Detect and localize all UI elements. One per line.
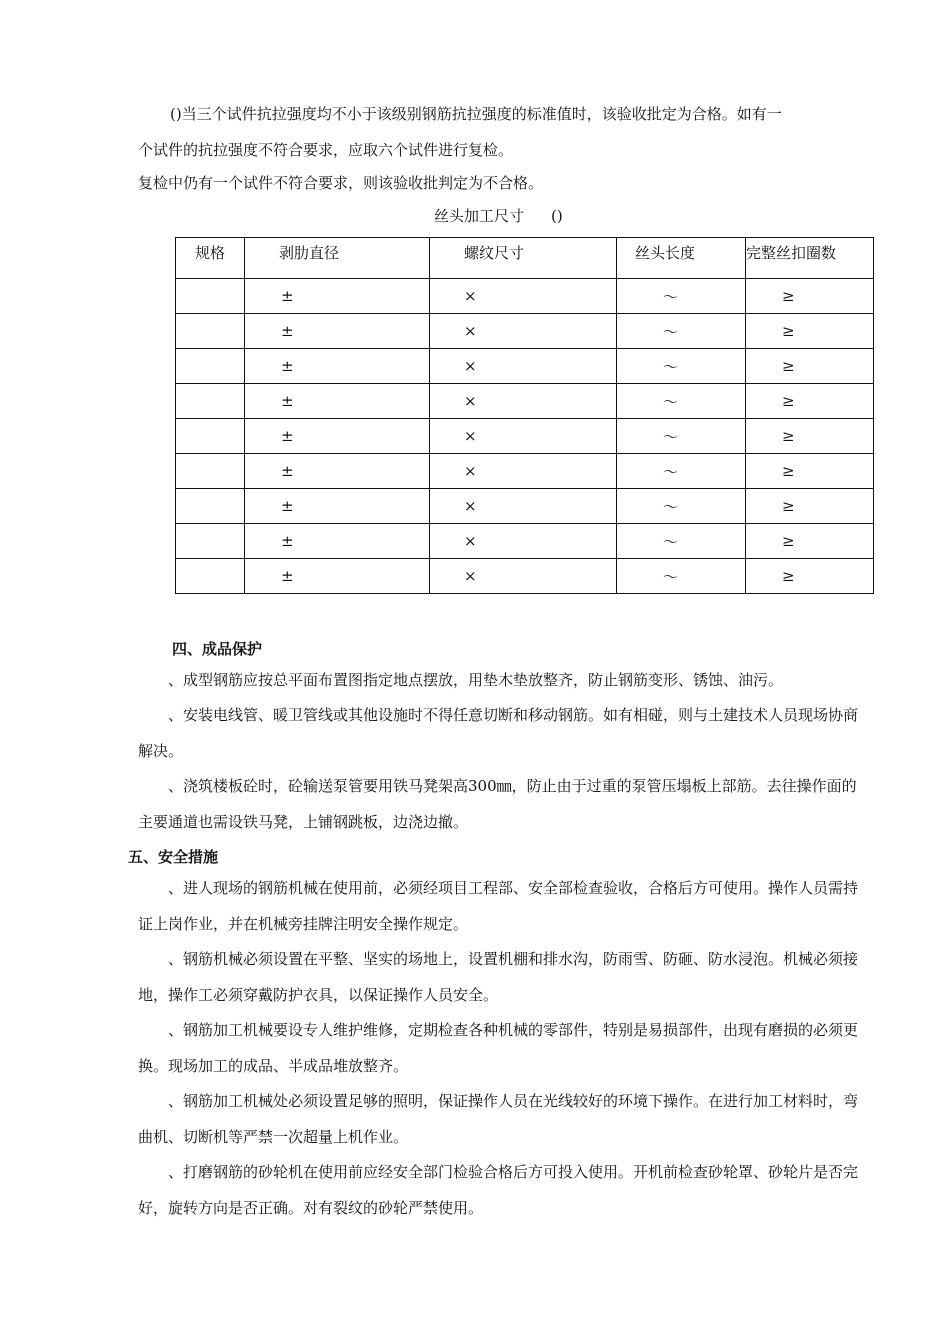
- cell-thread-length: ～: [617, 279, 746, 314]
- header-thread-length: 丝头长度: [617, 238, 746, 279]
- table-row: [176, 559, 874, 594]
- cell-thread-size: ×: [430, 314, 617, 349]
- cell-thread-size: ×: [430, 279, 617, 314]
- cell-stripped-diameter: ±: [245, 559, 430, 594]
- cell-full-thread-turns: ≥: [746, 454, 874, 489]
- cell-thread-length: ～: [617, 419, 746, 454]
- cell-full-thread-turns: ≥: [746, 384, 874, 419]
- cell-spec: [176, 314, 245, 349]
- cell-spec: [176, 524, 245, 559]
- intro-paragraph-2: 复检中仍有一个试件不符合要求，则该验收批判定为不合格。: [138, 174, 544, 192]
- cell-full-thread-turns: ≥: [746, 349, 874, 384]
- cell-spec: [176, 489, 245, 524]
- section-5-item-1: 、进人现场的钢筋机械在使用前，必须经项目工程部、安全部检查验收，合格后方可使用。操作人员需持证上岗作业，并在机械旁挂牌注明安全操作规定。: [138, 879, 859, 933]
- table-row: [176, 314, 874, 349]
- cell-thread-length: ～: [617, 489, 746, 524]
- section-4-title: 四、成品保护: [172, 640, 263, 658]
- cell-stripped-diameter: ±: [245, 349, 430, 384]
- table-caption-title: 丝头加工尺寸: [434, 207, 525, 225]
- table-row: [176, 489, 874, 524]
- header-full-thread-turns: 完整丝扣圈数: [746, 238, 874, 279]
- cell-thread-size: ×: [430, 454, 617, 489]
- cell-full-thread-turns: ≥: [746, 419, 874, 454]
- table-caption-suffix: (): [551, 207, 563, 225]
- table-row: [176, 384, 874, 419]
- section-4-item-3: 、浇筑楼板砼时，砼输送泵管要用铁马凳架高300㎜，防止由于过重的泵管压塌板上部筋。去往操作面的主要通道也需设铁马凳，上铺钢跳板，边浇边撤。: [138, 777, 857, 831]
- section-5-title: 五、安全措施: [128, 848, 219, 866]
- cell-thread-size: ×: [430, 419, 617, 454]
- cell-thread-length: ～: [617, 524, 746, 559]
- header-spec: 规格: [176, 238, 245, 279]
- table-row: [176, 454, 874, 489]
- table-header-row: [176, 238, 874, 279]
- section-4-item-1: 、成型钢筋应按总平面布置图指定地点摆放，用垫木垫放整齐，防止钢筋变形、锈蚀、油污。: [168, 671, 784, 689]
- cell-stripped-diameter: ±: [245, 524, 430, 559]
- cell-stripped-diameter: ±: [245, 489, 430, 524]
- cell-thread-size: ×: [430, 489, 617, 524]
- table-row: [176, 349, 874, 384]
- table-row: [176, 524, 874, 559]
- cell-spec: [176, 279, 245, 314]
- cell-spec: [176, 559, 245, 594]
- cell-spec: [176, 349, 245, 384]
- cell-stripped-diameter: ±: [245, 384, 430, 419]
- intro-line-2: 个试件的抗拉强度不符合要求，应取六个试件进行复检。: [138, 141, 514, 159]
- cell-thread-length: ～: [617, 559, 746, 594]
- section-5-item-5: 、打磨钢筋的砂轮机在使用前应经安全部门检验合格后方可投入使用。开机前检查砂轮罩、砂轮片是否完好，旋转方向是否正确。对有裂纹的砂轮严禁使用。: [138, 1163, 859, 1217]
- cell-thread-length: ～: [617, 349, 746, 384]
- table-row: [176, 419, 874, 454]
- header-stripped-diameter: 剥肋直径: [245, 238, 430, 279]
- cell-thread-length: ～: [617, 454, 746, 489]
- cell-spec: [176, 419, 245, 454]
- cell-thread-size: ×: [430, 349, 617, 384]
- cell-full-thread-turns: ≥: [746, 489, 874, 524]
- cell-thread-size: ×: [430, 384, 617, 419]
- cell-thread-length: ～: [617, 314, 746, 349]
- cell-stripped-diameter: ±: [245, 279, 430, 314]
- section-5-item-2: 、钢筋机械必须设置在平整、坚实的场地上，设置机棚和排水沟，防雨雪、防砸、防水浸泡。机械必须接地，操作工必须穿戴防护衣具，以保证操作人员安全。: [138, 950, 859, 1004]
- cell-full-thread-turns: ≥: [746, 314, 874, 349]
- cell-full-thread-turns: ≥: [746, 524, 874, 559]
- cell-spec: [176, 384, 245, 419]
- intro-line-1: ()当三个试件抗拉强度均不小于该级别钢筋抗拉强度的标准值时，该验收批定为合格。如有一: [170, 105, 782, 123]
- cell-stripped-diameter: ±: [245, 314, 430, 349]
- thread-dimension-table: [175, 237, 874, 594]
- section-5-item-3: 、钢筋加工机械要设专人维护维修，定期检查各种机械的零部件，特别是易损部件，出现有磨损的必须更换。现场加工的成品、半成品堆放整齐。: [138, 1021, 859, 1075]
- section-5-item-4: 、钢筋加工机械处必须设置足够的照明，保证操作人员在光线较好的环境下操作。在进行加工材料时，弯曲机、切断机等严禁一次超量上机作业。: [138, 1092, 859, 1146]
- cell-thread-length: ～: [617, 384, 746, 419]
- cell-thread-size: ×: [430, 524, 617, 559]
- header-thread-size: 螺纹尺寸: [430, 238, 617, 279]
- section-4-item-2: 、安装电线管、暖卫管线或其他设施时不得任意切断和移动钢筋。如有相碰，则与土建技术人员现场协商解决。: [138, 706, 859, 760]
- cell-thread-size: ×: [430, 559, 617, 594]
- table-row: [176, 279, 874, 314]
- cell-stripped-diameter: ±: [245, 419, 430, 454]
- cell-stripped-diameter: ±: [245, 454, 430, 489]
- cell-spec: [176, 454, 245, 489]
- cell-full-thread-turns: ≥: [746, 279, 874, 314]
- cell-full-thread-turns: ≥: [746, 559, 874, 594]
